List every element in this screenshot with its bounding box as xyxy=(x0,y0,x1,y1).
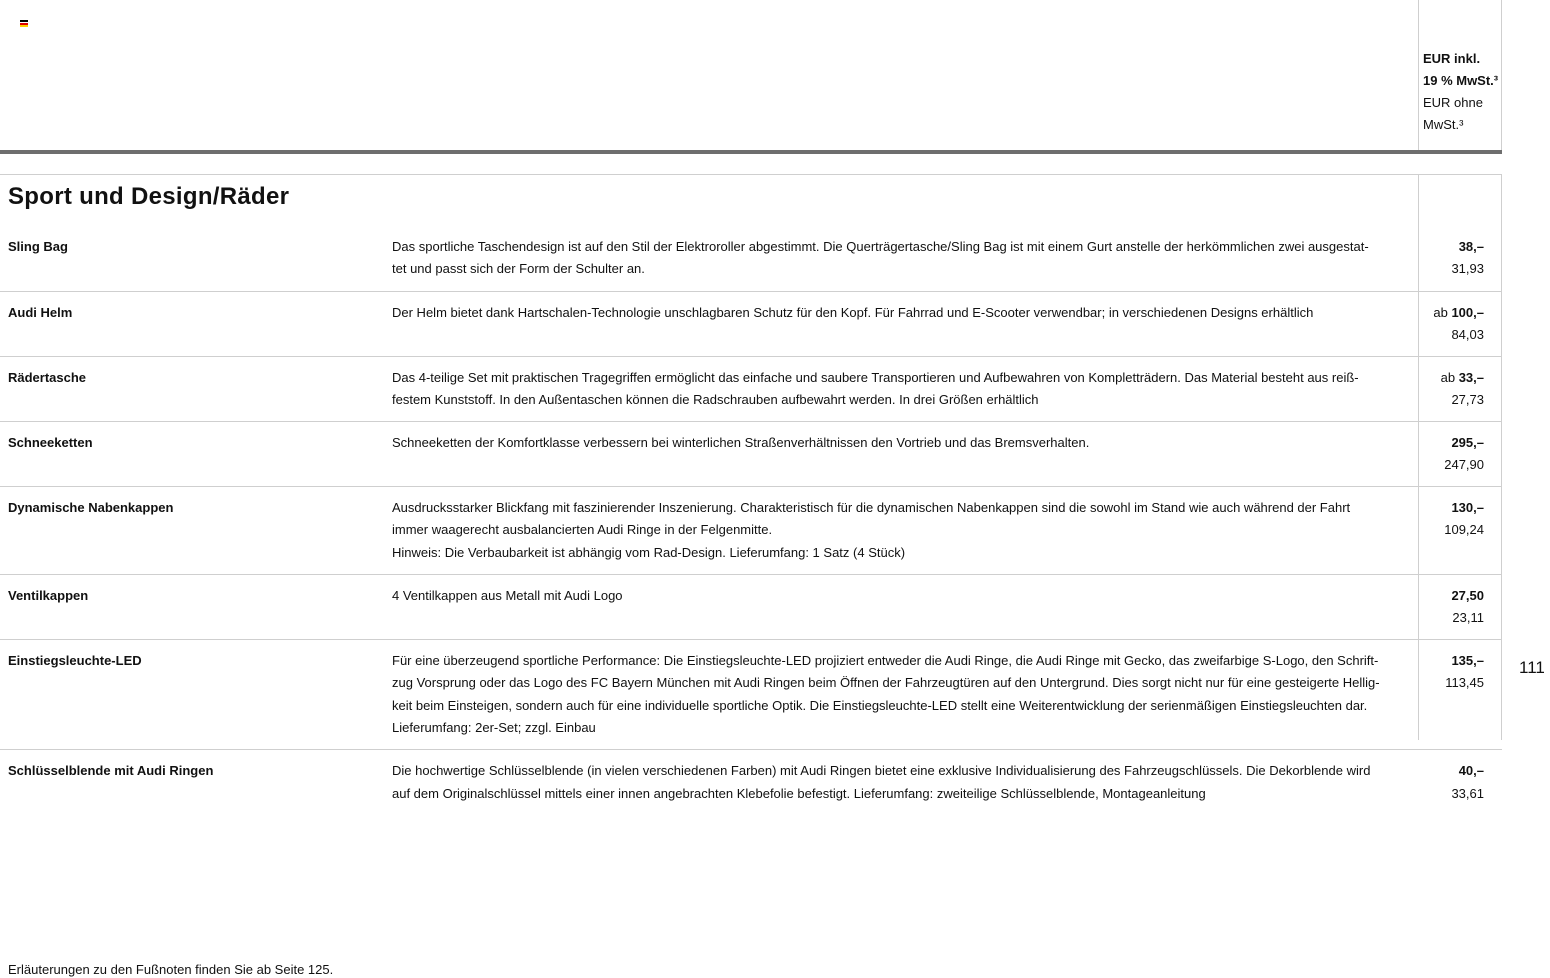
table-row xyxy=(0,422,1502,487)
product-price xyxy=(1404,236,1484,281)
german-flag-icon xyxy=(20,20,28,27)
product-description xyxy=(392,497,1408,564)
product-description xyxy=(392,236,1408,281)
product-description xyxy=(392,367,1408,412)
product-price xyxy=(1404,650,1484,695)
price-gross-label-2: 19 % MwSt.³ xyxy=(1423,73,1499,88)
price-gross-value: 135,– xyxy=(1451,653,1484,669)
price-gross xyxy=(1404,432,1484,454)
accessory-table xyxy=(0,236,1502,815)
price-net-value: 113,45 xyxy=(1445,675,1484,691)
price-net-value: 31,93 xyxy=(1451,261,1484,277)
flag-stripe-gold xyxy=(20,25,28,27)
price-net-label-1: EUR ohne xyxy=(1423,95,1483,110)
price-column-divider-top-right xyxy=(1501,0,1502,150)
product-name: Sling Bag xyxy=(8,239,68,254)
description-line: Der Helm bietet dank Hartschalen-Technologie unschlagbaren Schutz für den Kopf. Für Fahrrad und E-Scooter verwendbar; in verschiedenen Designs erhältlich xyxy=(392,304,1314,320)
footnote: Erläuterungen zu den Fußnoten finden Sie ab Seite 125. xyxy=(8,962,334,977)
product-name: Schlüsselblende mit Audi Ringen xyxy=(8,763,214,779)
section-top-rule xyxy=(0,174,1502,175)
price-gross-value: 130,– xyxy=(1451,500,1484,516)
description-line: Das sportliche Taschendesign ist auf den Stil der Elektroroller abgestimmt. Die Querträgertasche/Sling Bag ist mit einem Gurt anstelle der herkömmlichen zwei ausgestat- xyxy=(392,239,1369,254)
description-line: tet und passt sich der Form der Schulter an. xyxy=(392,261,645,277)
table-row xyxy=(0,575,1502,640)
product-price xyxy=(1404,760,1484,805)
product-price xyxy=(1404,497,1484,542)
product-description xyxy=(392,585,1408,629)
section-title: Sport und Design/Räder xyxy=(8,183,290,210)
price-gross-value: 100,– xyxy=(1451,304,1484,320)
description-line: zug Vorsprung oder das Logo des FC Bayern München mit Audi Ringen beim Öffnen der Fahrzeugtüren auf den Untergrund. Dies sorgt nicht nur für eine gesteigerte Hellig- xyxy=(392,675,1380,691)
product-name: Audi Helm xyxy=(8,304,73,320)
price-gross xyxy=(1404,497,1484,519)
price-net-value: 33,61 xyxy=(1451,785,1484,801)
description-line: Die hochwertige Schlüsselblende (in vielen verschiedenen Farben) mit Audi Ringen bietet eine exklusive Individualisierung des Fahrzeugschlüssels. Die Dekorblende wird xyxy=(392,763,1371,779)
table-row xyxy=(0,750,1502,815)
price-gross-value: 27,50 xyxy=(1451,588,1484,604)
product-name: Einstiegsleuchte-LED xyxy=(8,653,142,669)
description-line: Hinweis: Die Verbaubarkeit ist abhängig vom Rad-Design. Lieferumfang: 1 Satz (4 Stück) xyxy=(392,544,906,560)
product-name: Dynamische Nabenkappen xyxy=(8,500,174,516)
description-line: 4 Ventilkappen aus Metall mit Audi Logo xyxy=(392,588,623,604)
price-column-divider-top xyxy=(1418,0,1419,150)
description-line: keit beim Einsteigen, sondern auch für eine individuelle sportliche Optik. Die Einstiegsleuchte-LED stellt eine Weiterentwicklung der serienmäßigen Einstiegsleuchten dar. xyxy=(392,697,1368,713)
price-net-value: 23,11 xyxy=(1452,610,1484,626)
product-description xyxy=(392,302,1408,346)
description-line: Das 4-teilige Set mit praktischen Tragegriffen ermöglicht das einfache und saubere Transportieren und Aufbewahren von Kompletträdern. Das Material besteht aus reiß- xyxy=(392,369,1359,385)
product-price xyxy=(1404,432,1484,477)
price-gross-label-1: EUR inkl. xyxy=(1423,51,1481,66)
price-gross xyxy=(1404,236,1484,258)
description-line: Lieferumfang: 2er-Set; zzgl. Einbau xyxy=(392,719,596,735)
price-column-header xyxy=(1423,48,1498,136)
description-line: auf dem Originalschlüssel mittels einer innen angebrachten Klebefolie befestigt. Lieferumfang: zweiteilige Schlüsselblende, Montageanleitung xyxy=(392,785,1206,801)
description-line: Ausdrucksstarker Blickfang mit faszinierender Inszenierung. Charakteristisch für die dynamischen Nabenkappen sind die sowohl im Stand wie auch während der Fahrt xyxy=(392,500,1351,516)
table-row xyxy=(0,357,1502,423)
product-price xyxy=(1404,585,1484,630)
product-price xyxy=(1404,302,1484,347)
price-gross xyxy=(1404,302,1484,324)
product-name: Schneeketten xyxy=(8,435,93,451)
price-gross xyxy=(1404,650,1484,672)
product-price xyxy=(1404,367,1484,412)
description-line: Schneeketten der Komfortklasse verbessern bei winterlichen Straßenverhältnissen den Vortrieb und das Bremsverhalten. xyxy=(392,435,1090,451)
table-row xyxy=(0,236,1502,292)
price-net-value: 27,73 xyxy=(1451,391,1484,407)
price-net-value: 84,03 xyxy=(1451,326,1484,342)
product-description xyxy=(392,760,1408,805)
price-gross xyxy=(1404,585,1484,607)
table-row xyxy=(0,487,1502,575)
product-description xyxy=(392,432,1408,476)
page-number: 111 xyxy=(1519,658,1545,677)
price-gross xyxy=(1404,367,1484,389)
price-gross-value: 38,– xyxy=(1458,239,1484,254)
price-gross-value: 33,– xyxy=(1458,369,1484,385)
price-net-value: 109,24 xyxy=(1444,522,1484,538)
price-net-value: 247,90 xyxy=(1444,457,1484,473)
table-row xyxy=(0,292,1502,357)
price-gross-value: 40,– xyxy=(1458,763,1484,779)
price-prefix: ab xyxy=(1433,304,1452,320)
table-row xyxy=(0,640,1502,750)
price-gross xyxy=(1404,760,1484,782)
header-divider xyxy=(0,150,1502,154)
price-prefix: ab xyxy=(1440,369,1459,385)
description-line: immer waagerecht ausbalancierten Audi Ringe in der Felgenmitte. xyxy=(392,522,773,538)
description-line: festem Kunststoff. In den Außentaschen können die Radschrauben aufbewahrt werden. In drei Größen erhältlich xyxy=(392,391,1039,407)
price-gross-value: 295,– xyxy=(1451,435,1484,451)
description-line: Für eine überzeugend sportliche Performance: Die Einstiegsleuchte-LED projiziert entweder die Audi Ringe, die Audi Ringe mit Gecko, das zweifarbige S-Logo, den Schrift- xyxy=(392,653,1379,669)
price-net-label-2: MwSt.³ xyxy=(1423,117,1464,132)
product-name: Rädertasche xyxy=(8,369,87,385)
product-name: Ventilkappen xyxy=(8,588,89,604)
product-description xyxy=(392,650,1408,739)
